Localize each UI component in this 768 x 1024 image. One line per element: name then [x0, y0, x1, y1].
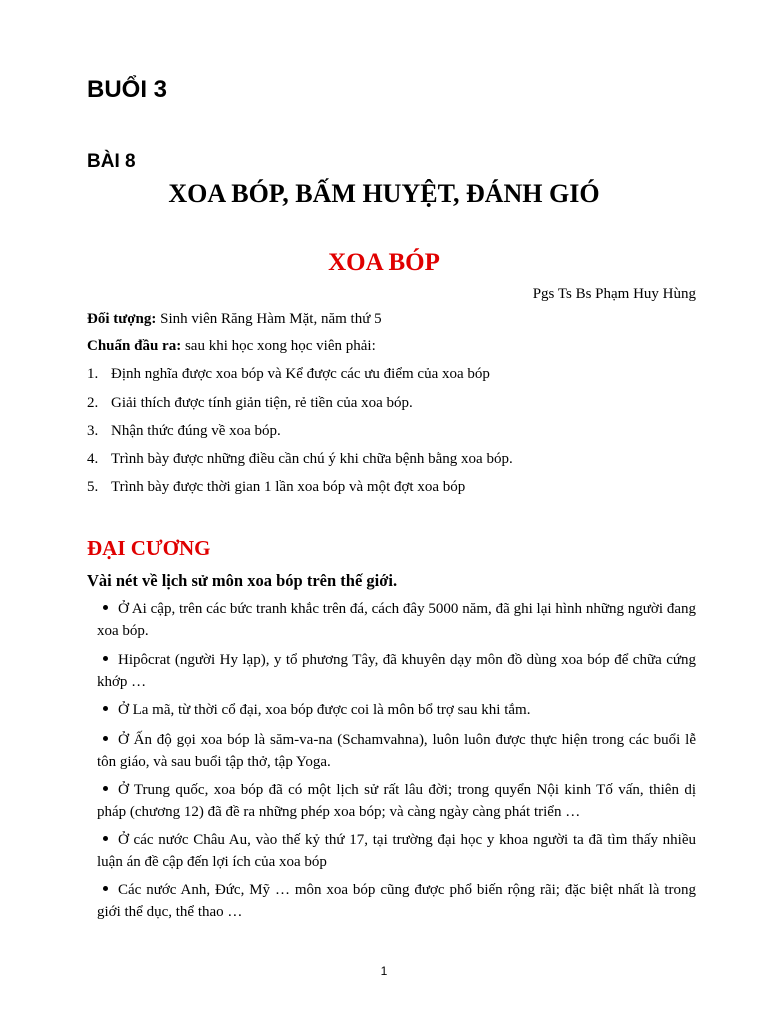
- lesson-number: BÀI 8: [87, 151, 136, 172]
- bullet-icon: [103, 836, 108, 841]
- history-item: [97, 830, 696, 873]
- audience-text: Sinh viên Răng Hàm Mặt, năm thứ 5: [156, 311, 382, 327]
- bullet-icon: [103, 706, 108, 711]
- objective-number: 1.: [87, 366, 99, 382]
- history-item: [97, 700, 696, 722]
- objective-number: 2.: [87, 395, 99, 411]
- objective-number: 4.: [87, 451, 99, 467]
- lesson-title: XOA BÓP, BẤM HUYỆT, ĐÁNH GIÓ: [168, 179, 600, 208]
- outcomes-label: Chuẩn đầu ra:: [87, 338, 182, 354]
- bullet-icon: [103, 736, 108, 741]
- bullet-icon: [103, 786, 108, 791]
- audience-line: [87, 309, 382, 329]
- history-item-text: Ở La mã, từ thời cổ đại, xoa bóp được coi là môn bổ trợ sau khi tắm.: [118, 702, 531, 718]
- objective-item: [87, 364, 707, 384]
- objective-text: Giải thích được tính giản tiện, rẻ tiền của xoa bóp.: [111, 395, 413, 411]
- objective-item: [87, 477, 707, 497]
- bullet-icon: [103, 886, 108, 891]
- objective-item: [87, 449, 707, 469]
- author-line: Pgs Ts Bs Phạm Huy Hùng: [532, 286, 696, 302]
- history-item-text: Ở Trung quốc, xoa bóp đã có một lịch sử rất lâu đời; trong quyển Nội kinh Tố vấn, thiên dị pháp (chương 12) đã đề ra những phép xoa bóp; và càng ngày càng phát triển …: [97, 782, 696, 820]
- objective-text: Định nghĩa được xoa bóp và Kể được các ưu điểm của xoa bóp: [111, 366, 490, 382]
- history-item: [97, 780, 696, 823]
- history-item: [97, 599, 696, 642]
- outcomes-text: sau khi học xong học viên phải:: [181, 338, 376, 354]
- objective-item: [87, 393, 707, 413]
- audience-label: Đối tượng:: [87, 311, 157, 327]
- history-item-text: Ở Ấn độ gọi xoa bóp là săm-va-na (Schamvahna), luôn luôn được thực hiện trong các buổi lễ tôn giáo, và sau buổi tập thở, tập Yoga.: [97, 732, 696, 770]
- section-title: XOA BÓP: [328, 249, 440, 276]
- bullet-icon: [103, 656, 108, 661]
- history-item: [97, 730, 696, 773]
- outcomes-line: [87, 336, 376, 356]
- history-item-text: Ở Ai cập, trên các bức tranh khắc trên đá, cách đây 5000 năm, đã ghi lại hình những người đang xoa bóp.: [97, 601, 696, 639]
- page-number: 1: [380, 964, 388, 978]
- overview-heading: ĐẠI CƯƠNG: [87, 536, 211, 560]
- objective-text: Trình bày được những điều cần chú ý khi chữa bệnh bằng xoa bóp.: [111, 451, 513, 467]
- history-item-text: Các nước Anh, Đức, Mỹ … môn xoa bóp cũng được phổ biến rộng rãi; đặc biệt nhất là trong giới thể dục, thể thao …: [97, 882, 696, 920]
- history-item: [97, 650, 696, 693]
- bullet-icon: [103, 605, 108, 610]
- history-item: [97, 880, 696, 923]
- history-item-text: Hipôcrat (người Hy lạp), y tổ phương Tây, đã khuyên dạy môn đồ dùng xoa bóp để chữa cứng khớp …: [97, 652, 696, 690]
- session-title: BUỔI 3: [87, 76, 168, 103]
- history-heading: Vài nét về lịch sử môn xoa bóp trên thế giới.: [87, 571, 398, 590]
- objective-text: Nhận thức đúng về xoa bóp.: [111, 423, 281, 439]
- objective-number: 3.: [87, 423, 99, 439]
- objective-number: 5.: [87, 479, 99, 495]
- history-item-text: Ở các nước Châu Au, vào thế kỷ thứ 17, tại trường đại học y khoa người ta đã tìm thấy nhiều luận án đề cập đến lợi ích của xoa bóp: [97, 832, 696, 870]
- objective-item: [87, 421, 707, 441]
- objective-text: Trình bày được thời gian 1 lần xoa bóp và một đợt xoa bóp: [111, 479, 466, 495]
